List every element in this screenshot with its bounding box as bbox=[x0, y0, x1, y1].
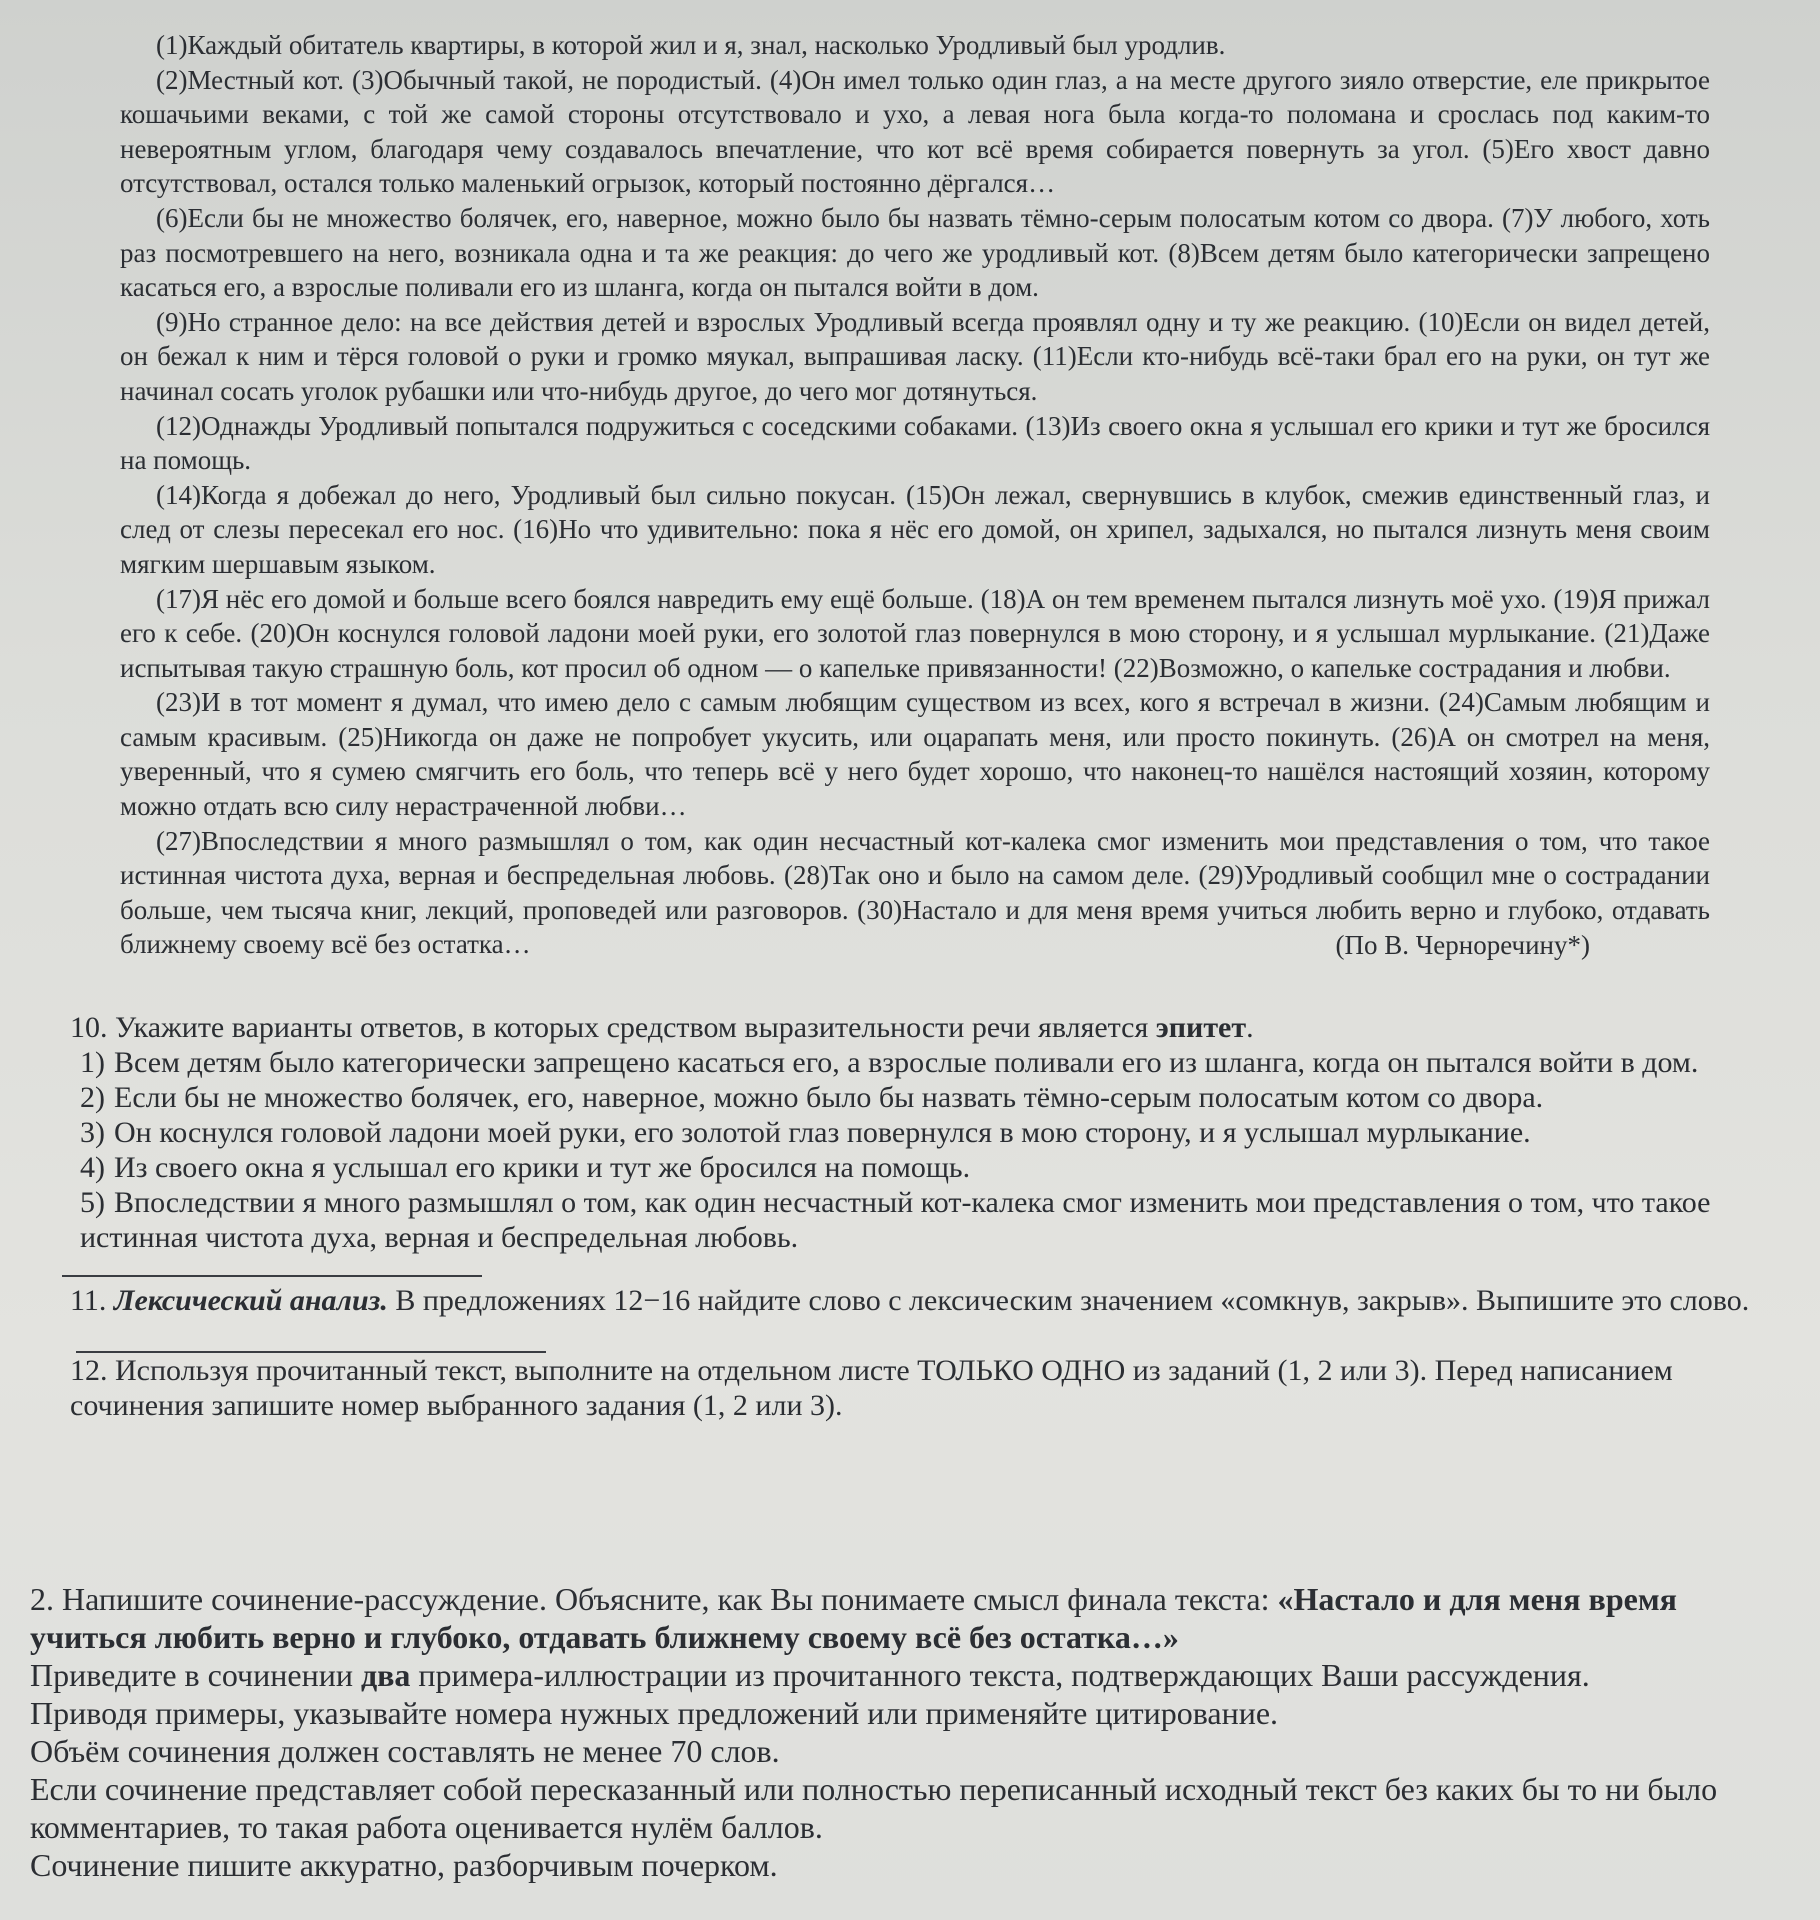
task-2-keyword-two: два bbox=[360, 1657, 411, 1693]
answer-option-number: 4) bbox=[80, 1151, 105, 1184]
answer-option-number: 5) bbox=[80, 1186, 105, 1219]
task-2-line-examples-end: примера-иллюстрации из прочитанного текста, подтверждающих Ваши рассуждения. bbox=[410, 1657, 1590, 1693]
text-paragraph-3: (6)Если бы не множество болячек, его, наверное, можно было бы назвать тёмно-серым полосатым котом со двора. (7)У любого, хоть раз посмотревшего на него, возникала одна и та же реакция: до чего же уродливый кот. (8)Всем детям было категорически запрещено касаться его, а взрослые поливали его из шланга, когда он пытался войти в дом. bbox=[120, 202, 1710, 303]
question-10-title-end: . bbox=[1246, 1011, 1254, 1044]
question-10-title bbox=[70, 1010, 1750, 1045]
text-paragraph-4: (9)Но странное дело: на все действия детей и взрослых Уродливый всегда проявлял одну и ту же реакцию. (10)Если он видел детей, он бежал к ним и тёрся головой о руки и громко мяукал, выпрашивая ласку. (11)Если кто-нибудь всё-таки брал его на руки, он тут же начинал сосать уголок рубашки или что-нибудь другое, до чего мог дотянуться. bbox=[120, 306, 1710, 406]
question-12: 12. Используя прочитанный текст, выполните на отдельном листе ТОЛЬКО ОДНО из заданий (1, 2 или 3). Перед написанием сочинения запишите номер выбранного задания (1, 2 или 3). bbox=[70, 1354, 1673, 1422]
question-11-heading: Лексический анализ. bbox=[113, 1284, 388, 1317]
answer-blank-line[interactable] bbox=[76, 1323, 546, 1353]
text-paragraph-8: (23)И в тот момент я думал, что имею дело с самым любящим существом из всех, кого я встречал в жизни. (24)Самым любящим и самым красивым. (25)Никогда он даже не попробует укусить, или оцарапать меня, или просто покинуть. (26)А он смотрел на меня, уверенный, что я сумею смягчить его боль, что теперь всё у него будет хорошо, что наконец-то нашёлся настоящий хозяин, которому можно отдать всю силу нерастраченной любви… bbox=[120, 687, 1710, 822]
task-2-intro-text: 2. Напишите сочинение-рассуждение. Объясните, как Вы понимаете смысл финала текста: bbox=[30, 1581, 1278, 1617]
task-2-line-handwriting: Сочинение пишите аккуратно, разборчивым почерком. bbox=[30, 1847, 778, 1883]
text-paragraph-1: (1)Каждый обитатель квартиры, в которой жил и я, знал, насколько Уродливый был уродлив. bbox=[156, 30, 1226, 60]
essay-task-2 bbox=[30, 1580, 1790, 1884]
question-11-text: В предложениях 12−16 найдите слово с лексическим значением «сомкнув, закрыв». Выпишите это слово. bbox=[395, 1284, 1750, 1317]
answer-option-5 bbox=[70, 1185, 1750, 1255]
answer-option-2 bbox=[70, 1080, 1750, 1115]
answer-option-4 bbox=[70, 1150, 1750, 1185]
answer-option-text: Он коснулся головой ладони моей руки, его золотой глаз повернулся в мою сторону, и я услышал мурлыкание. bbox=[114, 1116, 1531, 1149]
question-10-title-text: 10. Укажите варианты ответов, в которых средством выразительности речи является bbox=[70, 1011, 1156, 1044]
answer-rule bbox=[62, 1275, 482, 1277]
text-paragraph-6: (14)Когда я добежал до него, Уродливый был сильно покусан. (15)Он лежал, свернувшись в клубок, смежив единственный глаз, и след от слезы пересекал его нос. (16)Но что удивительно: пока я нёс его домой, он хрипел, задыхался, но пытался лизнуть меня своим мягким шершавым языком. bbox=[120, 479, 1710, 579]
question-11-number: 11. bbox=[70, 1284, 107, 1317]
answer-option-text: Если бы не множество болячек, его, наверное, можно было бы назвать тёмно-серым полосатым котом со двора. bbox=[114, 1081, 1544, 1114]
text-paragraph-9: (27)Впоследствии я много размышлял о том, как один несчастный кот-калека смог изменить мои представления о том, что такое истинная чистота духа, верная и беспредельная любовь. (28)Так оно и было на самом деле. (29)Уродливый сообщил мне о сострадании больше, чем тысяча книг, лекций, проповедей или разговоров. (30)Настало и для меня время учиться любить верно и глубоко, отдавать ближнему своему всё без остатка… bbox=[120, 825, 1710, 960]
answer-option-1 bbox=[70, 1045, 1750, 1080]
task-2-line-citation: Приводя примеры, указывайте номера нужных предложений или применяйте цитирование. bbox=[30, 1695, 1279, 1731]
task-2-line-retelling: Если сочинение представляет собой пересказанный или полностью переписанный исходный текст без каких бы то ни было комментариев, то такая работа оценивается нулём баллов. bbox=[30, 1771, 1718, 1845]
answer-option-3 bbox=[70, 1115, 1750, 1150]
task-2-quote: «Настало и для меня время учиться любить верно и глубоко, отдавать ближнему своему всё без остатка…» bbox=[30, 1581, 1677, 1655]
text-paragraph-2: (2)Местный кот. (3)Обычный такой, не породистый. (4)Он имел только один глаз, а на месте другого зияло отверстие, еле прикрытое кошачьими веками, с той же самой стороны отсутствовало и ухо, а левая нога была когда-то поломана и срослась под каким-то невероятным углом, благодаря чему создавалось впечатление, что кот всё время собирается повернуть за угол. (5)Его хвост давно отсутствовал, остался только маленький огрызок, который постоянно дёргался… bbox=[120, 64, 1710, 199]
question-10-keyword: эпитет bbox=[1155, 1011, 1247, 1044]
answer-option-number: 1) bbox=[80, 1046, 105, 1079]
text-source: (По В. Черноречину*) bbox=[1335, 930, 1590, 961]
task-2-line-examples bbox=[30, 1656, 1790, 1694]
question-11 bbox=[70, 1283, 1750, 1353]
task-2-line-examples-start: Приведите в сочинении bbox=[30, 1657, 361, 1693]
answer-option-text: Впоследствии я много размышлял о том, как один несчастный кот-калека смог изменить мои представления о том, что такое истинная чистота духа, верная и беспредельная любовь. bbox=[80, 1186, 1711, 1254]
text-paragraph-7: (17)Я нёс его домой и больше всего боялся навредить ему ещё больше. (18)А он тем временем пытался лизнуть моё ухо. (19)Я прижал его к себе. (20)Он коснулся головой ладони моей руки, его золотой глаз повернулся в мою сторону, и я услышал мурлыкание. (21)Даже испытывая такую страшную боль, кот просил об одном — о капельке привязанности! (22)Возможно, о капельке сострадания и любви. bbox=[120, 583, 1710, 683]
task-2-intro bbox=[30, 1580, 1790, 1656]
answer-option-text: Всем детям было категорически запрещено касаться его, а взрослые поливали его из шланга, когда он пытался войти в дом. bbox=[114, 1046, 1699, 1079]
questions-section bbox=[70, 1010, 1750, 1423]
text-paragraph-5: (12)Однажды Уродливый попытался подружиться с соседскими собаками. (13)Из своего окна я услышал его крики и тут же бросился на помощь. bbox=[120, 410, 1710, 476]
task-2-line-length: Объём сочинения должен составлять не менее 70 слов. bbox=[30, 1733, 780, 1769]
answer-option-number: 2) bbox=[80, 1081, 105, 1114]
source-text bbox=[120, 28, 1710, 963]
answer-option-text: Из своего окна я услышал его крики и тут же бросился на помощь. bbox=[114, 1151, 971, 1184]
answer-option-number: 3) bbox=[80, 1116, 105, 1149]
